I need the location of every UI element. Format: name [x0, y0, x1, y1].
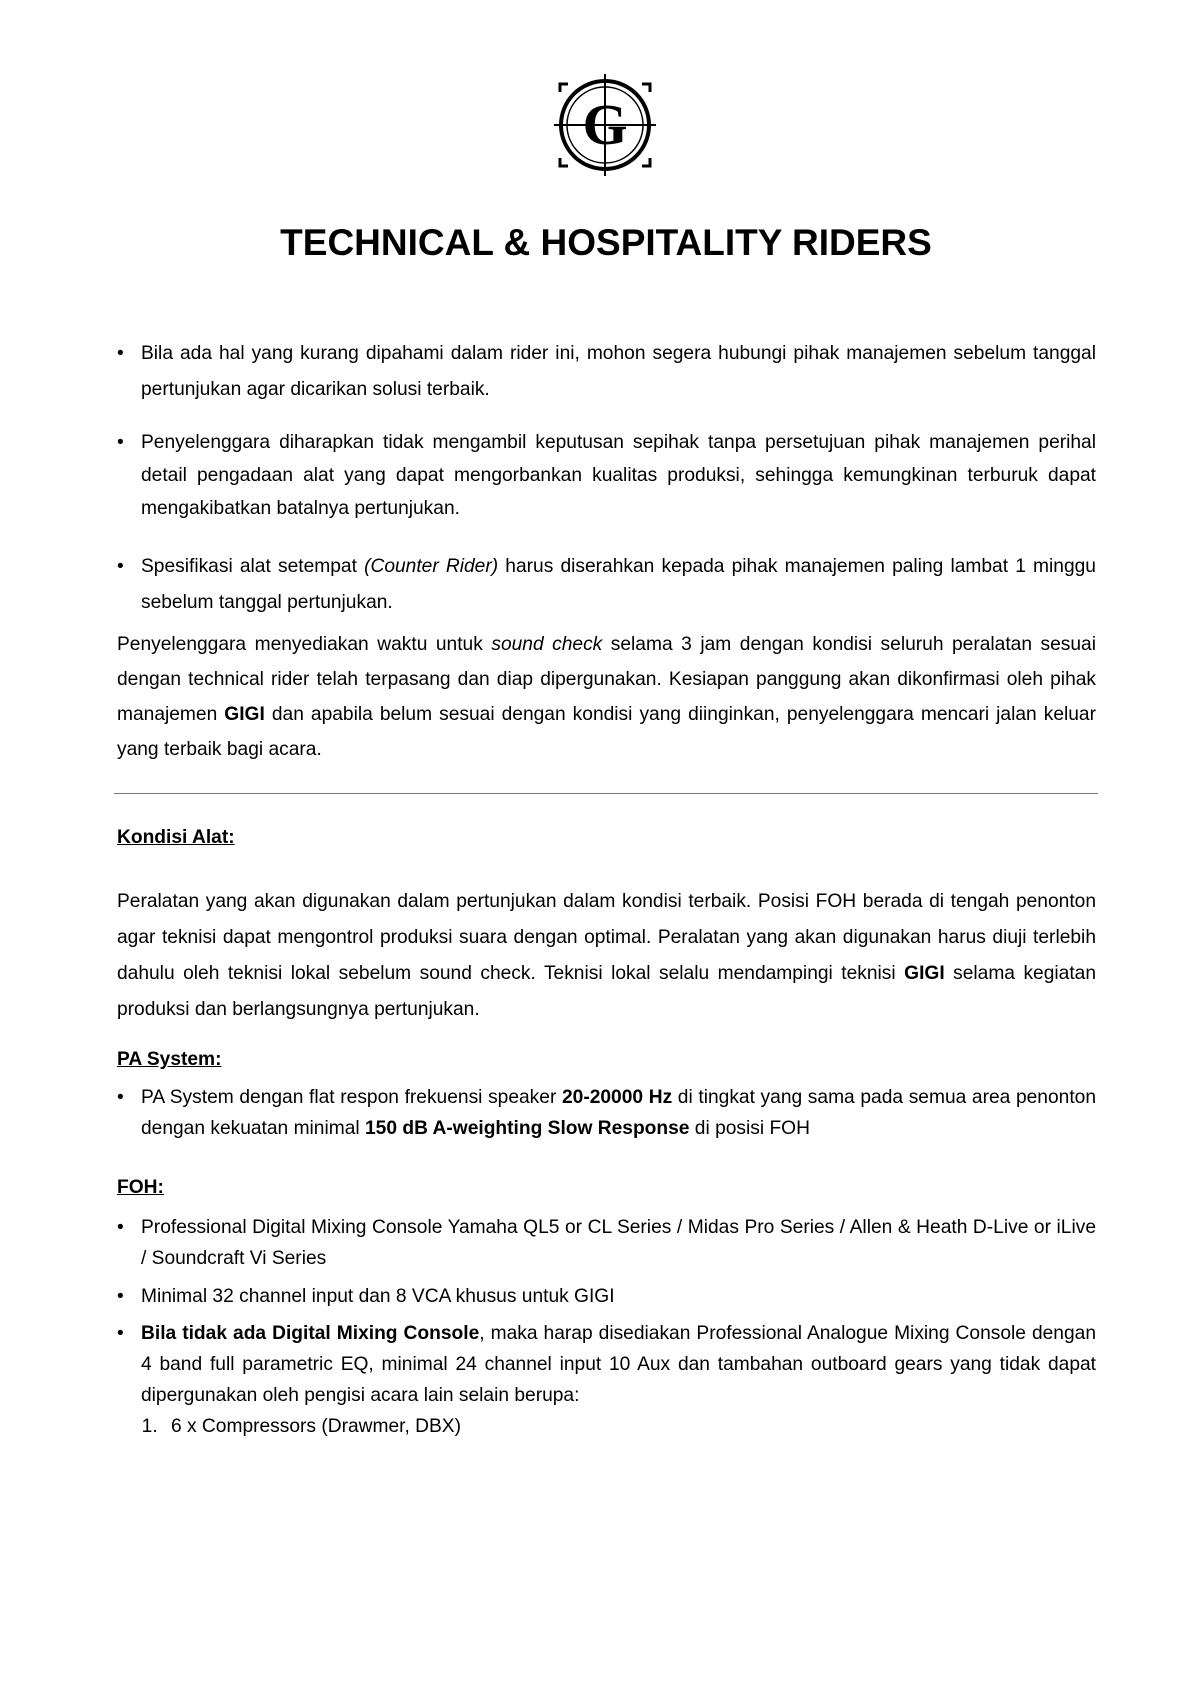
text-segment: harus diserahkan kepada pihak manajemen paling lambat 1 minggu sebelum tanggal pertunjukan.: [141, 556, 1096, 613]
frequency-spec: 20-20000 Hz: [561, 1087, 673, 1108]
list-item: • Professional Digital Mixing Console Yamaha QL5 or CL Series / Midas Pro Series / Allen & Heath D-Live or iLive / Soundcraft Vi Series: [117, 1212, 1096, 1274]
text-segment: , maka harap disediakan Professional Analogue Mixing Console dengan 4 band full parametric EQ, minimal 24 channel input 10 Aux dan tambahan outboard gears yang tidak dapat dipergunakan oleh pengisi acara lain selain berupa:: [141, 1323, 1096, 1406]
text-segment: Peralatan yang akan digunakan dalam pertunjukan dalam kondisi terbaik. Posisi FOH berada di tengah penonton agar teknisi dapat mengontrol produksi suara dengan optimal. Peralatan yang akan digunakan harus diuji terlebih dahulu oleh teknisi lokal sebelum sound check. Teknisi lokal selalu mendampingi teknisi: [117, 891, 1096, 984]
counter-rider-term: (Counter Rider): [364, 556, 499, 577]
text-segment: Spesifikasi alat setempat: [141, 556, 365, 577]
section-divider: [114, 793, 1098, 794]
text-segment: selama kegiatan produksi dan berlangsungnya pertunjukan.: [117, 963, 1096, 1020]
band-name: GIGI: [224, 704, 265, 725]
kondisi-paragraph: [117, 884, 1096, 1028]
spl-spec: 150 dB A-weighting Slow Response: [365, 1118, 690, 1139]
list-item: • Bila ada hal yang kurang dipahami dalam rider ini, mohon segera hubungi pihak manajemen sebelum tanggal pertunjukan agar dicarikan solusi terbaik.: [117, 336, 1096, 408]
text-segment: di tingkat yang sama pada semua area penonton dengan kekuatan minimal: [141, 1087, 1096, 1139]
text-segment: dan apabila belum sesuai dengan kondisi yang diinginkan, penyelenggara mencari jalan keluar yang terbaik bagi acara.: [117, 704, 1096, 760]
foh-heading: FOH:: [117, 1177, 164, 1198]
list-item: • Penyelenggara diharapkan tidak mengambil keputusan sepihak tanpa persetujuan pihak manajemen perihal detail pengadaan alat yang dapat mengorbankan kualitas produksi, sehingga kemungkinan terburuk dapat mengakibatkan batalnya pertunjukan.: [117, 426, 1096, 525]
list-item: • Minimal 32 channel input dan 8 VCA khusus untuk GIGI: [117, 1281, 1096, 1312]
text-segment: Penyelenggara menyediakan waktu untuk: [117, 634, 492, 655]
list-item: [117, 549, 1096, 621]
page-title: TECHNICAL & HOSPITALITY RIDERS: [280, 222, 932, 263]
band-name: GIGI: [904, 963, 945, 984]
text-segment: selama 3 jam dengan kondisi seluruh peralatan sesuai dengan technical rider telah terpasang dan diap dipergunakan. Kesiapan panggung akan dikonfirmasi oleh pihak manajemen: [117, 634, 1096, 725]
pa-bullet-list: [117, 1082, 1096, 1144]
pa-system-heading: PA System:: [117, 1049, 222, 1070]
list-item: 1. 6 x Compressors (Drawmer, DBX): [163, 1411, 1096, 1442]
soundcheck-paragraph: [117, 627, 1096, 767]
text-segment: PA System dengan flat respon frekuensi speaker: [141, 1087, 562, 1108]
svg-text:G: G: [582, 92, 628, 157]
text-segment: di posisi FOH: [689, 1118, 810, 1139]
gigi-logo-icon: [550, 70, 660, 180]
list-item: [117, 1082, 1096, 1144]
foh-bullet-list: [117, 1212, 1096, 1411]
no-digital-console-note: Bila tidak ada Digital Mixing Console: [141, 1323, 480, 1344]
kondisi-heading: Kondisi Alat:: [117, 827, 235, 848]
outboard-list: [117, 1411, 1096, 1442]
document-body: [117, 336, 1096, 1442]
list-item: [117, 1318, 1096, 1411]
intro-bullet-list: [117, 336, 1096, 621]
sound-check-term: sound check: [491, 634, 603, 655]
